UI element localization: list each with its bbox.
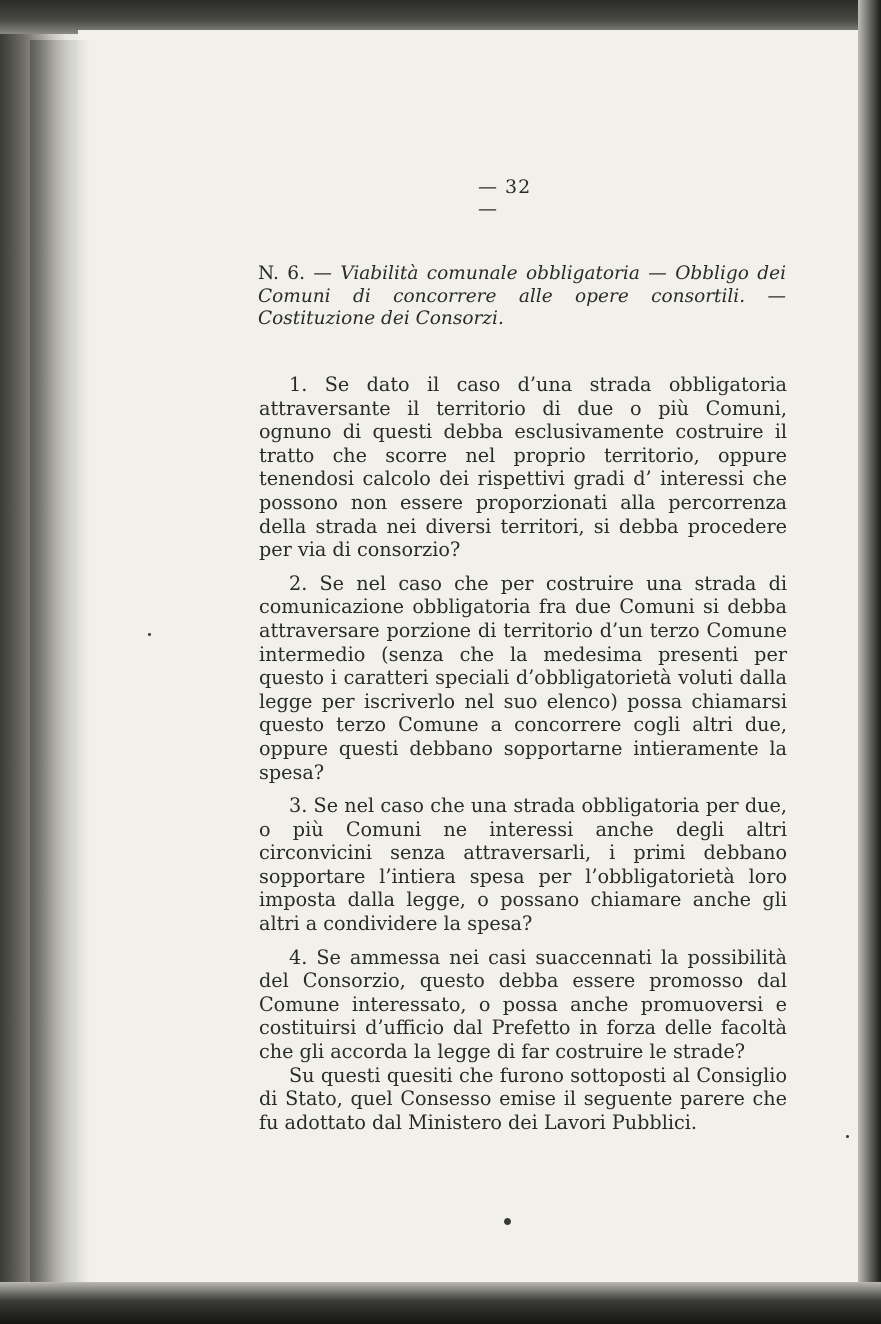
- spine-shadow: [30, 40, 90, 1284]
- scan-top-edge: [0, 0, 881, 34]
- scan-bottom-edge: [0, 1282, 881, 1324]
- scan-right-edge: [858, 0, 881, 1324]
- heading-title: Viabilità comunale obbligatoria — Obbligo dei Comuni di concorrere alle opere consortili. — Costituzione dei Consorzi.: [258, 263, 786, 329]
- heading-number: N. 6. —: [258, 263, 341, 284]
- paragraph-question-1: 1. Se dato il caso d’una strada obbligatoria attraversante il territorio di due o più Comuni, ognuno di questi debba esclusivamente costruire il tratto che scorre nel proprio territorio, oppure tenendosi calcolo dei rispettivi gradi d’ interessi che possono non essere proporzionati alla percorrenza della strada nei diversi territori, si debba procedere per via di consorzio?: [259, 373, 787, 562]
- page-number: — 32 —: [478, 176, 532, 220]
- body-text: [259, 373, 787, 1134]
- section-heading: [258, 263, 786, 331]
- paragraph-question-3: 3. Se nel caso che una strada obbligatoria per due, o più Comuni ne interessi anche degli altri circonvicini senza attraversarli, i primi debbano sopportare l’intiera spesa per l’obbligatorietà loro imposta dalla legge, o possano chiamare anche gli altri a condividere la spesa?: [259, 794, 787, 936]
- ink-speck: [504, 1218, 511, 1225]
- ink-speck: [846, 1135, 849, 1138]
- paragraph-question-2: 2. Se nel caso che per costruire una strada di comunicazione obbligatoria fra due Comuni si debba attraversare porzione di territorio d’un terzo Comune intermedio (senza che la medesima presenti per questo i caratteri speciali d’obbligatorietà voluti dalla legge per iscriverlo nel suo elenco) possa chiamarsi questo terzo Comune a concorrere cogli altri due, oppure questi debbano sopportarne intieramente la spesa?: [259, 571, 787, 784]
- paragraph-question-4: 4. Se ammessa nei casi suaccennati la possibilità del Consorzio, questo debba essere promosso dal Comune interessato, o possa anche promuoversi e costituirsi d’ufficio dal Prefetto in forza delle facoltà che gli accorda la legge di far costruire le strade?: [259, 945, 787, 1064]
- ink-speck: [148, 633, 151, 636]
- paragraph-conclusion: Su questi quesiti che furono sottoposti al Consiglio di Stato, quel Consesso emise il seguente parere che fu adottato dal Ministero dei Lavori Pubblici.: [259, 1063, 787, 1134]
